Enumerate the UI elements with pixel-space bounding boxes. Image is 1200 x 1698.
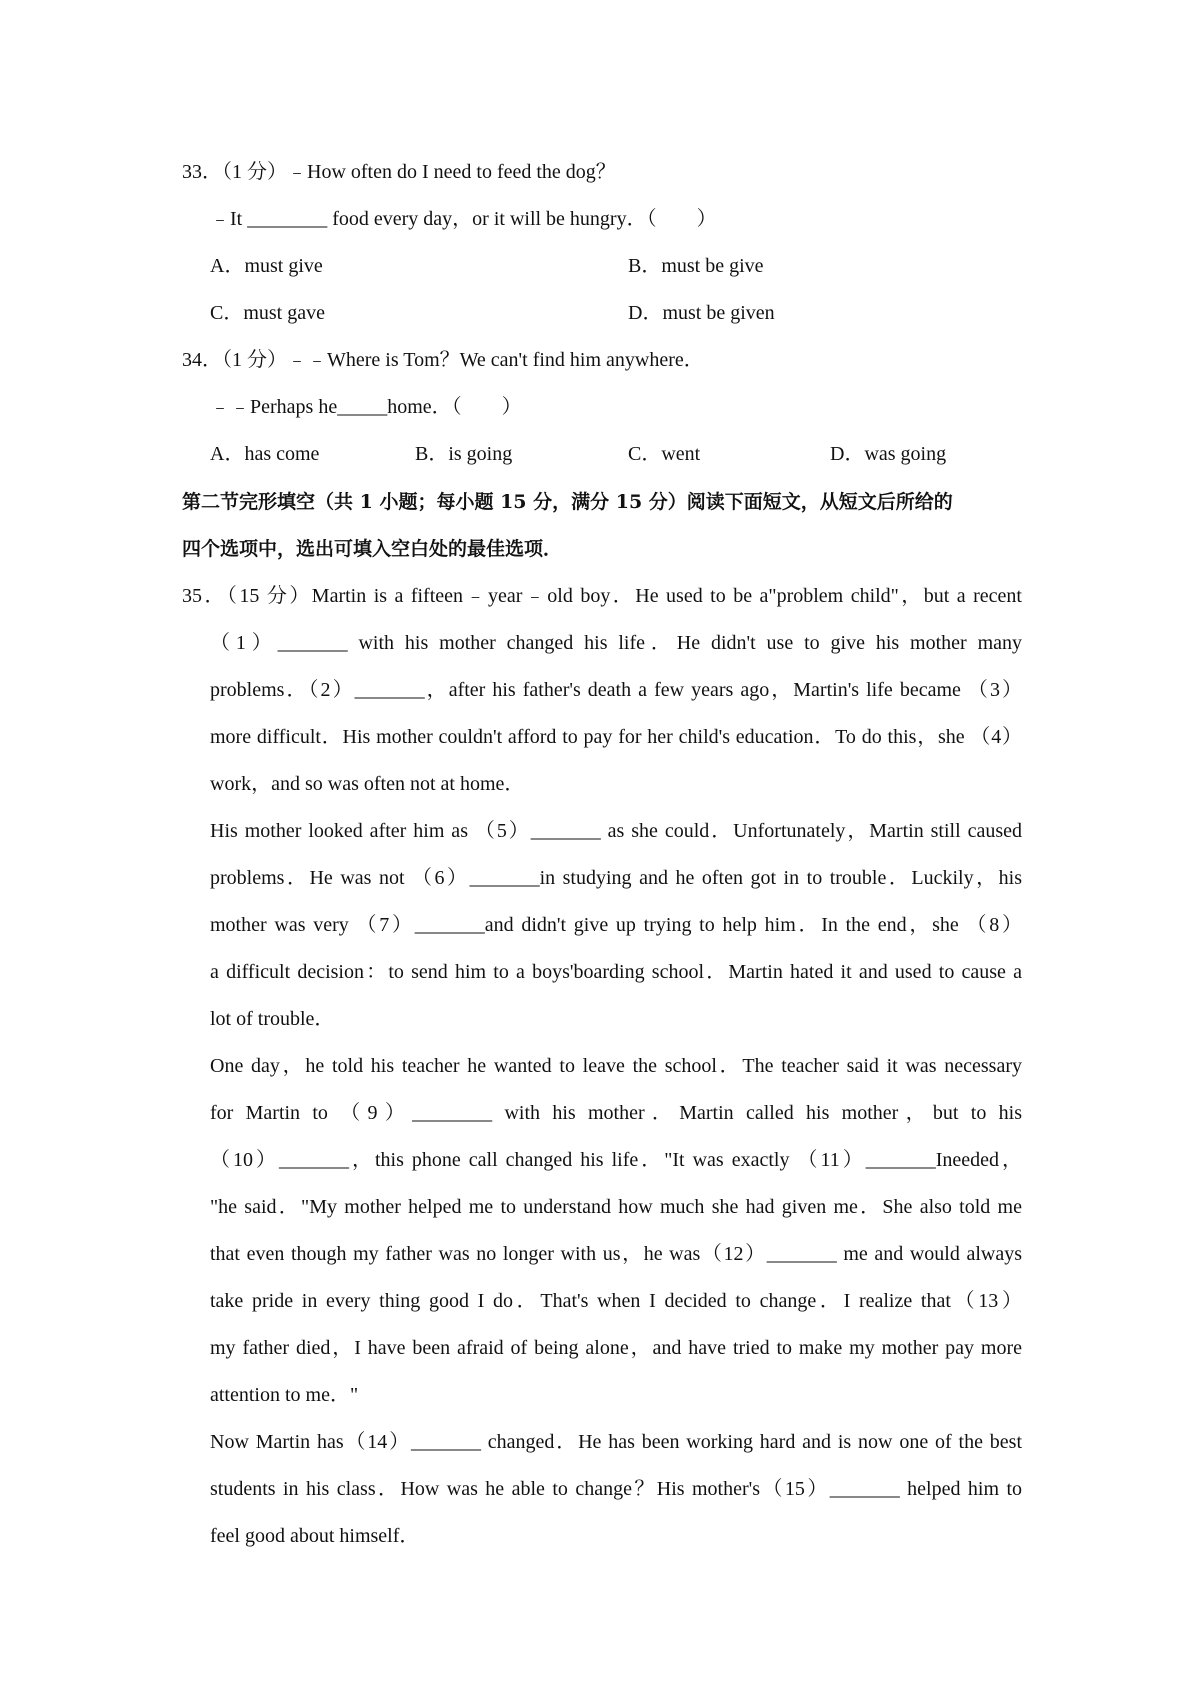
q34-sentence: ﹣﹣Perhaps he_____home．（ ）	[210, 396, 522, 418]
q33-option-b[interactable]: B．must be give	[628, 255, 764, 277]
q35-line: for Martin to （9）________ with his mother．Martin called his mother，but to his	[210, 1102, 1022, 1124]
q35-line: One day，he told his teacher he wanted to leave the school．The teacher said it was necessary	[210, 1055, 1022, 1077]
q35-line: 35．（15 分）Martin is a fifteen﹣year﹣old boy．He used to be a"problem child"，but a recent	[182, 585, 1022, 607]
q35-line: take pride in every thing good I do．That's when I decided to change．I realize that（13）	[210, 1290, 1022, 1312]
q33-stem: 33．（1 分）﹣How often do I need to feed the dog？	[182, 161, 616, 183]
q35-line: students in his class．How was he able to change？His mother's（15）_______ helped him to	[210, 1478, 1022, 1500]
q33-sentence: ﹣It ________ food every day，or it will be hungry．（ ）	[210, 208, 717, 230]
q34-option-d[interactable]: D．was going	[830, 443, 947, 465]
q35-line: "he said．"My mother helped me to understand how much she had given me．She also told me	[210, 1196, 1022, 1218]
q35-line: lot of trouble．	[210, 1008, 335, 1030]
q34-option-a[interactable]: A．has come	[210, 443, 320, 465]
q35-line: more difficult．His mother couldn't afford to pay for her child's education．To do this，she （4）	[210, 726, 1022, 748]
q35-line: problems．He was not （6）_______in studying and he often got in to trouble．Luckily，his	[210, 867, 1022, 889]
q34-option-c[interactable]: C．went	[628, 443, 701, 465]
q35-line: feel good about himself．	[210, 1525, 420, 1547]
section-heading-line-1: 第二节完形填空（共 1 小题；每小题 15 分，满分 15 分）阅读下面短文，从短文后所给的	[182, 491, 953, 513]
q33-option-d[interactable]: D．must be given	[628, 302, 775, 324]
section-heading-line-2: 四个选项中，选出可填入空白处的最佳选项．	[182, 538, 563, 560]
q35-line: work，and so was often not at home．	[210, 773, 525, 795]
q35-line: that even though my father was no longer with us，he was（12）_______ me and would always	[210, 1243, 1022, 1265]
q35-line: a difficult decision：to send him to a boys'boarding school．Martin hated it and used to cause a	[210, 961, 1022, 983]
q35-line: mother was very （7）_______and didn't give up trying to help him．In the end，she （8）	[210, 914, 1022, 936]
q34-option-b[interactable]: B．is going	[415, 443, 513, 465]
q34-stem: 34．（1 分）﹣﹣Where is Tom？We can't find him anywhere．	[182, 349, 704, 371]
q35-line: attention to me．"	[210, 1384, 359, 1406]
q33-option-c[interactable]: C．must gave	[210, 302, 325, 324]
q35-line: （10）_______，this phone call changed his life．"It was exactly （11）_______Ineeded，	[210, 1149, 1022, 1171]
q35-line: my father died，I have been afraid of being alone，and have tried to make my mother pay more	[210, 1337, 1022, 1359]
q33-option-a[interactable]: A．must give	[210, 255, 323, 277]
q35-line: His mother looked after him as （5）_______ as she could．Unfortunately，Martin still caused	[210, 820, 1022, 842]
q35-line: problems．（2）_______，after his father's death a few years ago，Martin's life became （3）	[210, 679, 1022, 701]
q35-line: （1）_______ with his mother changed his life．He didn't use to give his mother many	[210, 632, 1022, 654]
q35-line: Now Martin has（14）_______ changed．He has been working hard and is now one of the best	[210, 1431, 1022, 1453]
